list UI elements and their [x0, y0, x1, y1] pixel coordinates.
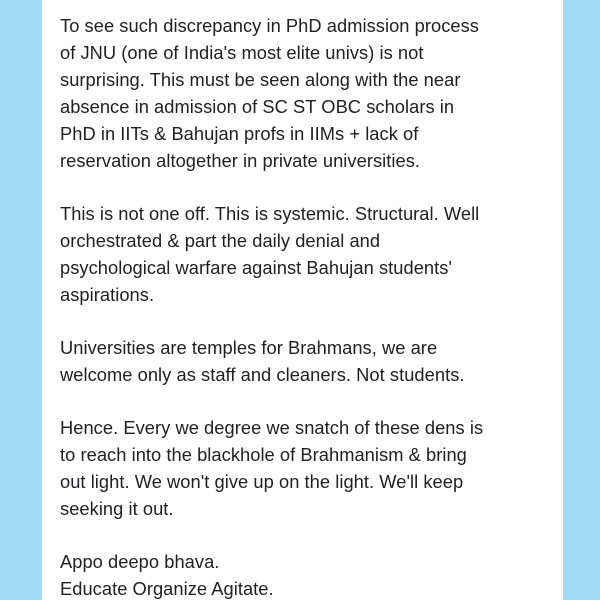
- text-card: [42, 0, 563, 600]
- text-line: Hence. Every we degree we snatch of these dens is: [60, 417, 484, 438]
- text-line: psychological warfare against Bahujan students': [60, 257, 453, 278]
- text-line: out light. We won't give up on the light. We'll keep: [60, 471, 464, 492]
- text-line: to reach into the blackhole of Brahmanism & bring: [60, 444, 467, 465]
- paragraph-closing: [60, 548, 549, 600]
- paragraph-hence: [60, 414, 549, 522]
- text-line: Appo deepo bhava.: [60, 551, 220, 572]
- text-line: orchestrated & part the daily denial and: [60, 230, 381, 251]
- text-line: reservation altogether in private universities.: [60, 150, 421, 171]
- text-line: This is not one off. This is systemic. Structural. Well: [60, 203, 480, 224]
- text-line: absence in admission of SC ST OBC scholars in: [60, 96, 455, 117]
- paragraph-universities: [60, 334, 549, 388]
- text-line: PhD in IITs & Bahujan profs in IIMs + lack of: [60, 123, 419, 144]
- text-line: surprising. This must be seen along with the near: [60, 69, 461, 90]
- paragraph-systemic: [60, 200, 549, 308]
- text-line: To see such discrepancy in PhD admission process: [60, 15, 480, 36]
- text-line: aspirations.: [60, 284, 155, 305]
- text-line: Universities are temples for Brahmans, we are: [60, 337, 438, 358]
- text-line: welcome only as staff and cleaners. Not students.: [60, 364, 465, 385]
- text-line: Educate Organize Agitate.: [60, 578, 274, 599]
- paragraph-discrepancy: [60, 12, 549, 174]
- text-line: seeking it out.: [60, 498, 174, 519]
- text-line: of JNU (one of India's most elite univs) is not: [60, 42, 424, 63]
